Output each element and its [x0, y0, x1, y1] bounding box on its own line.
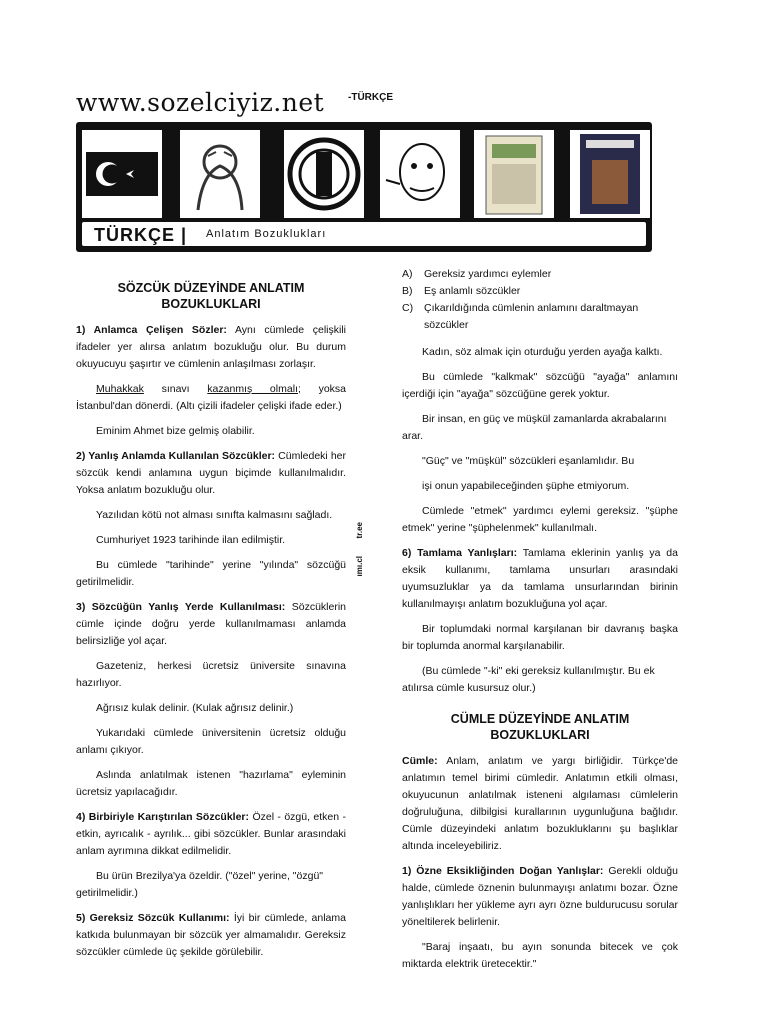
example: "Güç" ve "müşkül" sözcükleri eşanlamlıdır. Bu: [422, 455, 635, 467]
example: Yazılıdan kötü not alması sınıfta kalmasını sağladı.: [96, 509, 333, 521]
section-heading-word-level: SÖZCÜK DÜZEYİNDE ANLATIM BOZUKLUKLARI: [117, 281, 305, 311]
paragraph: 5) Gereksiz Sözcük Kullanımı: İyi bir cümlede, anlama katkıda bulunmayan bir sözcük yer almamalıdır. Gereksiz sözcükler cümlede üç şekilde görülebilir.: [76, 912, 346, 958]
example: işi onun yapabileceğinden şüphe etmiyorum.: [422, 480, 630, 492]
caricature-image: [380, 130, 460, 218]
paragraph: 1) Anlamca Çelişen Sözler: Aynı cümlede çelişkili ifadeler yer alırsa anlatım bozukluğu olur. Bu durum okuyucuyu şaşırtır ve cümlenin anlaşılması zorlaşır.: [76, 324, 346, 370]
header-banner: [76, 122, 652, 252]
example: Bu cümlede "tarihinde" yerine "yılında" sözcüğü getirilmelidir.: [76, 559, 346, 588]
left-column: [76, 280, 346, 969]
example: Yukarıdaki cümlede üniversitenin ücretsiz olduğu anlamı çıkıyor.: [76, 727, 346, 756]
example-paragraph: Muhakkak sınavı kazanmış olmalı; yoksa İstanbul'dan dönerdi. (Altı çizili ifadeler çelişki ifade eder.): [76, 383, 347, 412]
paragraph: 2) Yanlış Anlamda Kullanılan Sözcükler: Cümledeki her sözcük kendi anlamına uygun biçimde kullanılmalıdır. Yoksa anlatım bozukluğu olur.: [76, 450, 346, 496]
option-list: [402, 266, 678, 334]
paragraph: 1) Özne Eksikliğinden Doğan Yanlışlar: Gerekli olduğu halde, cümlede öznenin bulunmayışı anlatımı bozar. Özne yanlışlıkları her yükleme ayrı ayrı özne buldurucusu sorular yöneltilerek belirlenir.: [402, 865, 678, 928]
example: Bu cümlede "kalkmak" sözcüğü "ayağa" anlamını içerdiği için "ayağa" sözcüğüne gerek yoktur.: [402, 371, 678, 400]
turkish-flag-image: [82, 130, 162, 218]
section-title: 6) Tamlama Yanlışları:: [402, 547, 518, 559]
list-item: A) Gereksiz yardımcı eylemler: [402, 268, 552, 280]
section-title: 1) Özne Eksikliğinden Doğan Yanlışlar:: [402, 865, 604, 877]
paragraph: Cümle: Anlam, anlatım ve yargı birliğidir. Türkçe'de anlatımın temel birimi cümledir. Anlatımın etkili olması, okuyucunun anlatılmak isteneni algılaması cümlelerin doğruluğuna, dilbilgisi kurallarının uygunluğuna bağlıdır. Cümle düzeyindeki anlatım bozukluklarını şu başlıklar altında inceleyebiliriz.: [402, 755, 679, 852]
book-cover-image-2: [570, 130, 650, 218]
banner-title-bar: [82, 222, 646, 246]
example: (Bu cümlede "-ki" eki gereksiz kullanılmıştır. Bu ek atılırsa cümle kusursuz olur.): [402, 665, 655, 694]
paragraph: 3) Sözcüğün Yanlış Yerde Kullanılması: Sözcüklerin cümle içinde doğru yerde kullanılmaması anlamda belirsizliğe yol açar.: [76, 601, 347, 647]
example: Eminim Ahmet bize gelmiş olabilir.: [96, 425, 255, 437]
example: "Baraj inşaatı, bu ayın sonunda bitecek ve çok miktarda elektrik üretecektir.": [402, 941, 678, 970]
site-logo-text: www.sozelciyiz.net: [76, 88, 325, 117]
section-title: 3) Sözcüğün Yanlış Yerde Kullanılması:: [76, 601, 286, 613]
section-title: 1) Anlamca Çelişen Sözler:: [76, 324, 227, 336]
ataturk-portrait-image: [180, 130, 260, 218]
example: Bir insan, en güç ve müşkül zamanlarda akrabalarını arar.: [402, 413, 667, 442]
right-column: [402, 266, 678, 981]
section-title: Cümle:: [402, 755, 438, 767]
section-title: 2) Yanlış Anlamda Kullanılan Sözcükler:: [76, 450, 276, 462]
section-title: 5) Gereksiz Sözcük Kullanımı:: [76, 912, 230, 924]
example: Ağrısız kulak delinir. (Kulak ağrısız delinir.): [96, 702, 294, 714]
example: Bu ürün Brezilya'ya özeldir. ("özel" yerine, "özgü" getirilmelidir.): [76, 870, 324, 899]
example: Bir toplumdaki normal karşılanan bir davranış başka bir toplumda anormal karşılanabilir.: [402, 623, 678, 652]
section-heading-sentence-level: CÜMLE DÜZEYİNDE ANLATIM BOZUKLUKLARI: [450, 712, 630, 742]
example: Cümlede "etmek" yardımcı eylemi gereksiz. "şüphe etmek" yerine "şüphelenmek" kullanılmalı.: [402, 505, 678, 534]
book-cover-image: [474, 130, 554, 218]
subject-label: -TÜRKÇE: [348, 92, 393, 103]
list-item: C) Çıkarıldığında cümlenin anlamını daraltmayan sözcükler: [402, 302, 639, 331]
list-item: B) Eş anlamlı sözcükler: [402, 285, 521, 297]
paragraph: 6) Tamlama Yanlışları: Tamlama eklerinin yanlış ya da eksik kullanımı, tamlama unsurları arasındaki uyumsuzluklar ya da tamlama unsurlarından birinin kullanılmayışı anlatım bozukluğuna yol açar.: [402, 547, 678, 610]
side-mark-2: ımı.cl: [355, 556, 364, 577]
paragraph: 4) Birbiriyle Karıştırılan Sözcükler: Özel - özgü, etken - etkin, ayrıcalık - ayrılık... gibi sözcükler. Bunlar arasındaki anlam ayrımına dikkat edilmelidir.: [76, 811, 347, 857]
banner-subtitle: Anlatım Bozuklukları: [206, 228, 327, 240]
example: Cumhuriyet 1923 tarihinde ilan edilmiştir.: [96, 534, 286, 546]
example: Gazeteniz, herkesi ücretsiz üniversite sınavına hazırlıyor.: [76, 660, 346, 689]
banner-title: TÜRKÇE |: [94, 225, 188, 245]
example: Kadın, söz almak için oturduğu yerden ayağa kalktı.: [422, 346, 663, 358]
example: Aslında anlatılmak istenen "hazırlama" eyleminin ücretsiz yapılacağıdır.: [76, 769, 346, 798]
tdk-emblem-image: [284, 130, 364, 218]
side-mark-1: tr.ee: [355, 522, 364, 539]
section-title: 4) Birbiriyle Karıştırılan Sözcükler:: [76, 811, 250, 823]
